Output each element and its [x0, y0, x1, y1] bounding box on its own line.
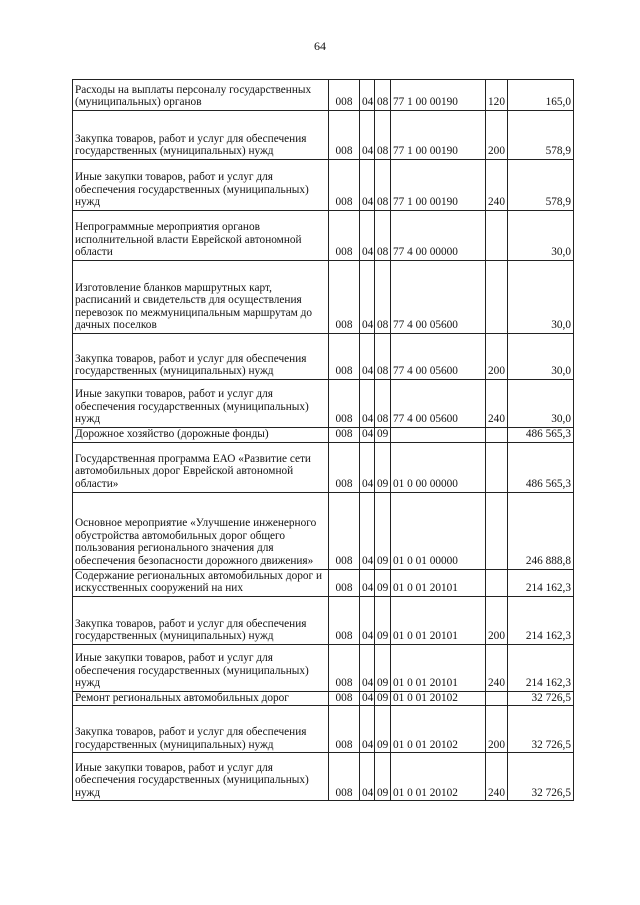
table-row — [73, 691, 574, 706]
row-pr-cell: 09 — [375, 492, 391, 569]
row-name-cell: Закупка товаров, работ и услуг для обеспечения государственных (муниципальных) нужд — [73, 706, 329, 753]
row-rz-cell: 04 — [360, 160, 375, 211]
row-pr-cell: 09 — [375, 569, 391, 596]
row-name-cell: Дорожное хозяйство (дорожные фонды) — [73, 428, 329, 443]
row-vr-cell: 240 — [486, 380, 508, 428]
row-rz-cell: 04 — [360, 569, 375, 596]
row-cs-cell: 01 0 01 20102 — [391, 753, 486, 801]
row-cs-cell: 77 4 00 05600 — [391, 261, 486, 334]
row-grbs-cell: 008 — [329, 691, 360, 706]
row-grbs-cell: 008 — [329, 644, 360, 691]
row-name-cell: Иные закупки товаров, работ и услуг для обеспечения государственных (муниципальных) нужд — [73, 644, 329, 691]
row-sum-cell: 30,0 — [508, 380, 574, 428]
row-grbs-cell: 008 — [329, 596, 360, 644]
row-sum-cell: 32 726,5 — [508, 706, 574, 753]
row-vr-cell — [486, 492, 508, 569]
row-grbs-cell: 008 — [329, 380, 360, 428]
row-vr-cell — [486, 428, 508, 443]
row-vr-cell: 200 — [486, 334, 508, 380]
row-cs-cell: 01 0 01 20102 — [391, 691, 486, 706]
row-pr-cell: 09 — [375, 428, 391, 443]
table-row — [73, 428, 574, 443]
table-row — [73, 596, 574, 644]
row-grbs-cell: 008 — [329, 261, 360, 334]
row-rz-cell: 04 — [360, 706, 375, 753]
row-sum-cell: 32 726,5 — [508, 691, 574, 706]
row-name-cell: Закупка товаров, работ и услуг для обеспечения государственных (муниципальных) нужд — [73, 334, 329, 380]
row-rz-cell: 04 — [360, 380, 375, 428]
row-sum-cell: 214 162,3 — [508, 596, 574, 644]
row-vr-cell: 240 — [486, 160, 508, 211]
row-name-cell: Ремонт региональных автомобильных дорог — [73, 691, 329, 706]
row-name-cell: Государственная программа ЕАО «Развитие сети автомобильных дорог Еврейской автономной области» — [73, 442, 329, 492]
row-vr-cell — [486, 442, 508, 492]
row-grbs-cell: 008 — [329, 334, 360, 380]
row-grbs-cell: 008 — [329, 80, 360, 111]
row-pr-cell: 08 — [375, 211, 391, 261]
row-sum-cell: 165,0 — [508, 80, 574, 111]
row-cs-cell: 01 0 01 20101 — [391, 644, 486, 691]
table-row — [73, 334, 574, 380]
row-vr-cell: 200 — [486, 706, 508, 753]
row-pr-cell: 08 — [375, 80, 391, 111]
row-pr-cell: 09 — [375, 644, 391, 691]
row-pr-cell: 09 — [375, 753, 391, 801]
row-grbs-cell: 008 — [329, 428, 360, 443]
row-rz-cell: 04 — [360, 211, 375, 261]
row-cs-cell: 01 0 01 20101 — [391, 569, 486, 596]
table-row — [73, 111, 574, 160]
row-pr-cell: 09 — [375, 706, 391, 753]
row-cs-cell — [391, 428, 486, 443]
row-rz-cell: 04 — [360, 753, 375, 801]
row-name-cell: Закупка товаров, работ и услуг для обеспечения государственных (муниципальных) нужд — [73, 111, 329, 160]
row-cs-cell: 01 0 01 00000 — [391, 492, 486, 569]
row-cs-cell: 77 4 00 05600 — [391, 334, 486, 380]
row-rz-cell: 04 — [360, 492, 375, 569]
table-row — [73, 80, 574, 111]
row-pr-cell: 08 — [375, 334, 391, 380]
budget-table — [72, 79, 574, 801]
row-pr-cell: 09 — [375, 691, 391, 706]
table-row — [73, 492, 574, 569]
row-sum-cell: 246 888,8 — [508, 492, 574, 569]
row-rz-cell: 04 — [360, 111, 375, 160]
row-vr-cell — [486, 569, 508, 596]
table-row — [73, 706, 574, 753]
row-vr-cell: 240 — [486, 644, 508, 691]
row-vr-cell: 200 — [486, 111, 508, 160]
row-name-cell: Иные закупки товаров, работ и услуг для обеспечения государственных (муниципальных) нужд — [73, 160, 329, 211]
row-pr-cell: 08 — [375, 380, 391, 428]
row-grbs-cell: 008 — [329, 442, 360, 492]
row-sum-cell: 214 162,3 — [508, 569, 574, 596]
row-cs-cell: 77 1 00 00190 — [391, 160, 486, 211]
row-vr-cell — [486, 691, 508, 706]
row-rz-cell: 04 — [360, 80, 375, 111]
row-grbs-cell: 008 — [329, 706, 360, 753]
row-name-cell: Изготовление бланков маршрутных карт, расписаний и свидетельств для осуществления перевозок по межмуниципальным маршрутам до дачных поселков — [73, 261, 329, 334]
row-sum-cell: 30,0 — [508, 334, 574, 380]
row-vr-cell: 120 — [486, 80, 508, 111]
row-grbs-cell: 008 — [329, 211, 360, 261]
row-name-cell: Иные закупки товаров, работ и услуг для обеспечения государственных (муниципальных) нужд — [73, 753, 329, 801]
row-sum-cell: 30,0 — [508, 211, 574, 261]
row-rz-cell: 04 — [360, 334, 375, 380]
row-sum-cell: 486 565,3 — [508, 428, 574, 443]
row-rz-cell: 04 — [360, 428, 375, 443]
row-cs-cell: 77 1 00 00190 — [391, 111, 486, 160]
row-vr-cell — [486, 261, 508, 334]
row-cs-cell: 01 0 00 00000 — [391, 442, 486, 492]
row-rz-cell: 04 — [360, 644, 375, 691]
row-name-cell: Содержание региональных автомобильных дорог и искусственных сооружений на них — [73, 569, 329, 596]
table-row — [73, 442, 574, 492]
table-row — [73, 380, 574, 428]
table-row — [73, 211, 574, 261]
row-vr-cell — [486, 211, 508, 261]
row-grbs-cell: 008 — [329, 753, 360, 801]
row-rz-cell: 04 — [360, 442, 375, 492]
row-sum-cell: 578,9 — [508, 111, 574, 160]
row-grbs-cell: 008 — [329, 111, 360, 160]
row-pr-cell: 08 — [375, 111, 391, 160]
row-cs-cell: 77 4 00 05600 — [391, 380, 486, 428]
row-rz-cell: 04 — [360, 596, 375, 644]
row-vr-cell: 240 — [486, 753, 508, 801]
row-grbs-cell: 008 — [329, 492, 360, 569]
row-vr-cell: 200 — [486, 596, 508, 644]
table-row — [73, 569, 574, 596]
row-name-cell: Расходы на выплаты персоналу государственных (муниципальных) органов — [73, 80, 329, 111]
row-sum-cell: 486 565,3 — [508, 442, 574, 492]
row-name-cell: Непрограммные мероприятия органов исполнительной власти Еврейской автономной области — [73, 211, 329, 261]
row-cs-cell: 77 4 00 00000 — [391, 211, 486, 261]
row-pr-cell: 08 — [375, 160, 391, 211]
table-row — [73, 753, 574, 801]
row-cs-cell: 01 0 01 20101 — [391, 596, 486, 644]
row-pr-cell: 08 — [375, 261, 391, 334]
row-name-cell: Основное мероприятие «Улучшение инженерного обустройства автомобильных дорог общего пользования регионального значения для обеспечения безопасности дорожного движения» — [73, 492, 329, 569]
page-number: 64 — [314, 39, 326, 53]
table-row — [73, 160, 574, 211]
table-row — [73, 261, 574, 334]
row-grbs-cell: 008 — [329, 569, 360, 596]
row-rz-cell: 04 — [360, 261, 375, 334]
row-cs-cell: 77 1 00 00190 — [391, 80, 486, 111]
row-pr-cell: 09 — [375, 442, 391, 492]
row-name-cell: Иные закупки товаров, работ и услуг для обеспечения государственных (муниципальных) нужд — [73, 380, 329, 428]
row-pr-cell: 09 — [375, 596, 391, 644]
row-name-cell: Закупка товаров, работ и услуг для обеспечения государственных (муниципальных) нужд — [73, 596, 329, 644]
row-rz-cell: 04 — [360, 691, 375, 706]
row-sum-cell: 578,9 — [508, 160, 574, 211]
table-row — [73, 644, 574, 691]
row-cs-cell: 01 0 01 20102 — [391, 706, 486, 753]
row-sum-cell: 214 162,3 — [508, 644, 574, 691]
row-grbs-cell: 008 — [329, 160, 360, 211]
row-sum-cell: 30,0 — [508, 261, 574, 334]
row-sum-cell: 32 726,5 — [508, 753, 574, 801]
